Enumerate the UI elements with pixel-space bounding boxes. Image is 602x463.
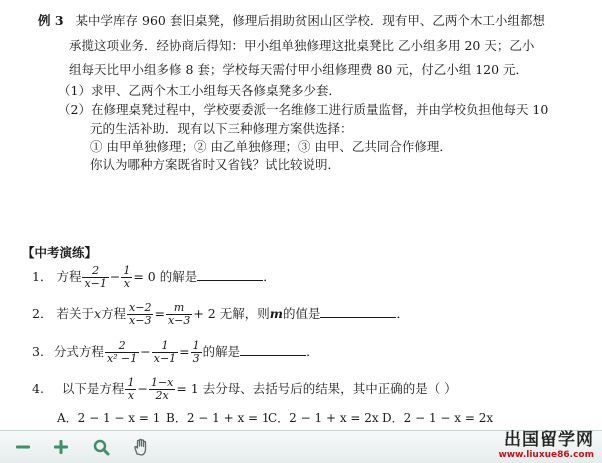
option-d: D．2 − 1 − x = 2x — [382, 411, 494, 425]
minus-icon — [12, 437, 34, 457]
practice-problem-1: 1． 方程 $\frac{2}{x-1}$ − $\frac{1}{x}$ = 0 的解是 ． — [32, 264, 276, 290]
example-line-1 — [38, 13, 545, 29]
zoom-out-button[interactable] — [12, 437, 34, 457]
pan-button[interactable] — [130, 437, 152, 457]
watermark-url: www.liuxue86.com — [498, 450, 594, 460]
problem-1-fraction-1: $\frac{2}{x-1}$ — [84, 264, 107, 290]
example-label: 例 3 — [38, 13, 64, 28]
option-a: A．2 − 1 − x = 1 — [57, 411, 161, 425]
problem-4-fraction-1: $\frac{1}{x}$ — [127, 376, 135, 402]
question-2-options: ① 由甲单独修理；② 由乙单独修理；③ 由甲、乙共同合作修理． — [90, 139, 452, 154]
magnifier-icon — [90, 437, 112, 457]
search-button[interactable] — [90, 437, 112, 457]
problem-2-fraction-2: $\frac{m}{x-3}$ — [167, 301, 191, 327]
answer-blank-2[interactable] — [320, 305, 396, 318]
answer-blank-3[interactable] — [240, 343, 306, 356]
problem-1-number: 1． — [32, 269, 53, 284]
problem-4-fraction-2: $\frac{1-x}{2x}$ — [150, 376, 174, 402]
option-c: C．2 − 1 + x = 2x — [268, 411, 379, 425]
problem-3-fraction-3: $\frac{1}{3}$ — [192, 339, 200, 365]
problem-1-fraction-2: $\frac{1}{x}$ — [123, 264, 131, 290]
plus-icon — [50, 437, 72, 457]
watermark-title: 出国留学网 — [504, 430, 594, 450]
answer-blank-1[interactable] — [197, 268, 263, 281]
question-1: （1）求甲、乙两个木工小组每天各修桌凳多少套． — [58, 83, 341, 98]
problem-2-fraction-1: $\frac{x-2}{x-3}$ — [129, 301, 152, 327]
example-line-3: 组每天比甲小组多修 8 套；学校每天需付甲小组修理费 80 元，付乙小组 120 元． — [69, 62, 529, 77]
question-2-prompt: 你认为哪种方案既省时又省钱？试比较说明． — [90, 157, 341, 172]
problem-3-fraction-1: $\frac{2}{\text{x² −1}}$ — [106, 339, 138, 365]
watermark-logo — [498, 430, 594, 462]
problem-3-fraction-2: $\frac{1}{x-1}$ — [153, 339, 177, 365]
example-line-2: 承揽这项业务．经协商后得知：甲小组单独修理这批桌凳比 乙小组多用 20 天；乙小 — [69, 38, 535, 53]
practice-problem-4: 4. 以下是方程 $\frac{1}{x}$ − $\frac{1-x}{2x}$ = 1 去分母、去括号后的结果，其中正确的是（ ） — [32, 376, 457, 402]
zoom-in-button[interactable] — [50, 437, 72, 457]
hand-icon — [130, 437, 152, 457]
question-2-line-1: （2）在修理桌凳过程中，学校要委派一名维修工进行质量监督，并由学校负担他每天 10 — [58, 102, 549, 117]
practice-problem-2: 2． 若关于x方程 $\frac{x-2}{x-3}$ = $\frac{m}{x-3}$ + 2 无解，则m的值是 ． — [32, 301, 409, 327]
problem-1-prefix: 方程 — [56, 269, 82, 284]
example-text-1: 某中学库存 960 套旧桌凳，修理后捐助贫困山区学校．现有甲、乙两个木工小组都想 — [75, 13, 545, 28]
practice-heading: 【中考演练】 — [22, 245, 98, 260]
option-b: B．2 − 1 + x = 1 — [166, 411, 270, 425]
practice-problem-3: 3. 分式方程 $\frac{2}{\text{x² −1}}$ − $\frac{1}{x-1}$ = $\frac{1}{3}$ 的解是 ． — [32, 339, 319, 365]
question-2-line-2: 元的生活补助．现有以下三种修理方案供选择： — [90, 121, 353, 136]
